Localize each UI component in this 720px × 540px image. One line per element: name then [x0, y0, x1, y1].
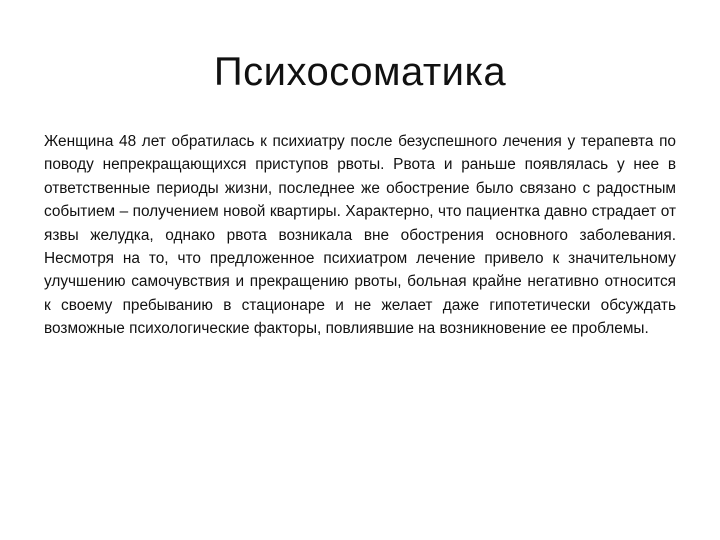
- slide-title: Психосоматика: [213, 50, 507, 94]
- slide-body-text: Женщина 48 лет обратилась к психиатру после безуспешного лечения у терапевта по поводу непрекращающихся приступов рвоты. Рвота и раньше появлялась у нее в ответственные периоды жизни, последнее же обострение было связано с радостным событием – получением новой квартиры. Характерно, что пациентка давно страдает от язвы желудка, однако рвота возникала вне обострения основного заболевания. Несмотря на то, что предложенное психиатром лечение привело к значительному улучшению самочувствия и прекращению рвоты, больная крайне негативно относится к своему пребыванию в стационаре и не желает даже гипотетически обсуждать возможные психологические факторы, повлиявшие на возникновение ее проблемы.: [44, 133, 676, 338]
